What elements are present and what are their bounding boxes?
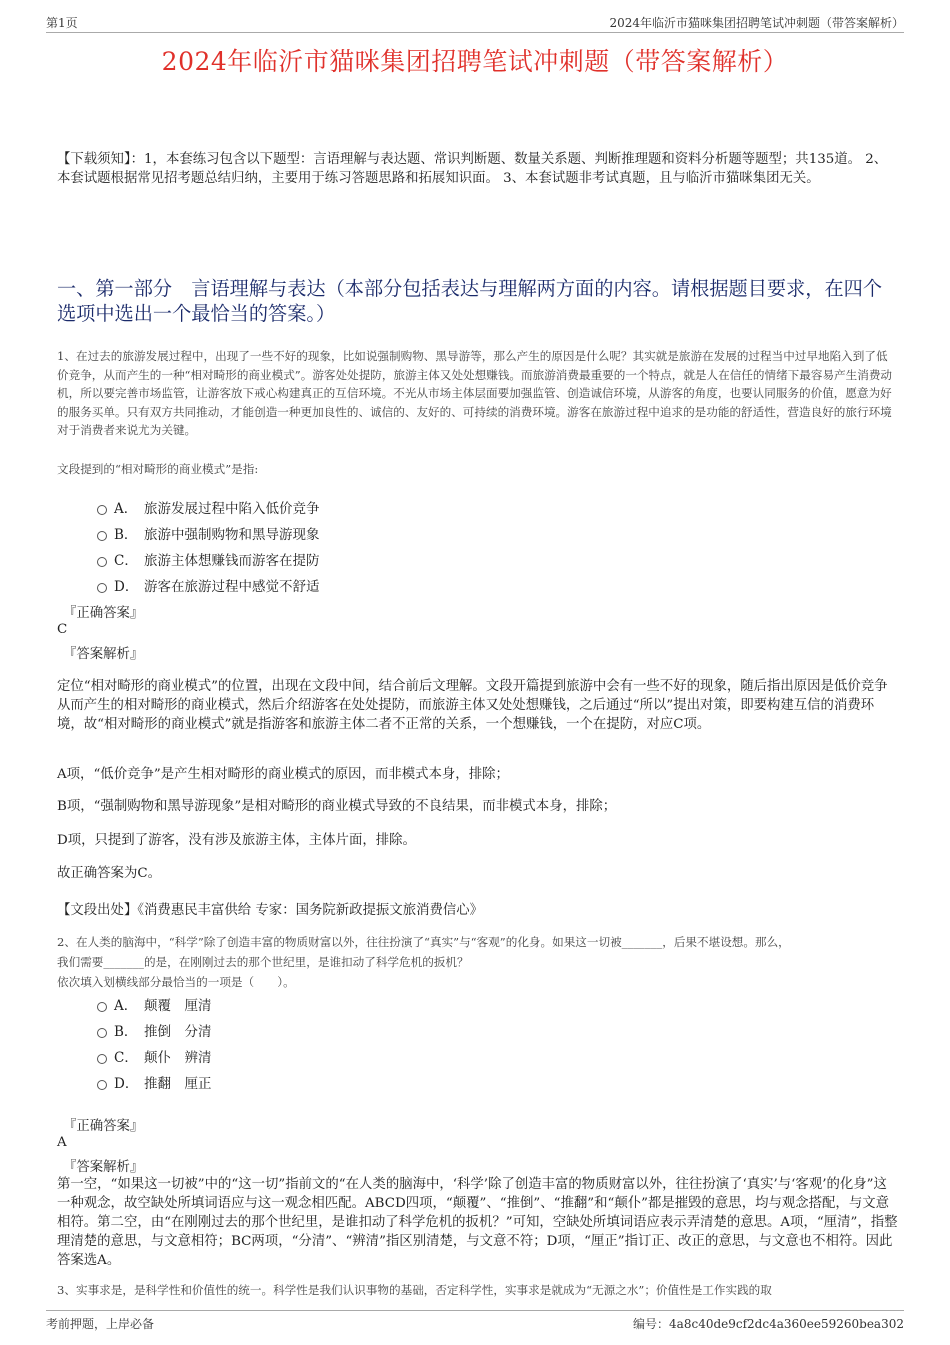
- question-2-line-2: 我们需要_______的是，在刚刚过去的那个世纪里，是谁扣动了科学危机的扳机？: [57, 955, 469, 969]
- question-1-analysis-a: A项，“低价竞争”是产生相对畸形的商业模式的原因，而非模式本身，排除；: [57, 767, 509, 782]
- question-2-answer: A: [57, 1135, 67, 1150]
- page-footer: [46, 1310, 904, 1333]
- question-1-answer: C: [57, 622, 68, 637]
- page-number: 第1页: [46, 16, 78, 30]
- download-notice: 【下载须知】：1，本套练习包含以下题型：言语理解与表达题、常识判断题、数量关系题、判断推理题和资料分析题等题型；共135道。 2、本套试题根据常见招考题总结归纳，主要用于练习答题思路和拓展知识面。 3、本套试题非考试真题，且与临沂市猫咪集团无关。: [57, 152, 888, 186]
- question-1-analysis-main: 定位“相对畸形的商业模式”的位置，出现在文段中间，结合前后文理解。文段开篇提到旅游中会有一些不好的现象，随后指出原因是低价竞争从而产生的相对畸形的商业模式，然后介绍游客在处处提防，而旅游主体又处处想赚钱，之后通过“所以”提出对策，即要构建互信的消费环境，故“相对畸形的商业模式”就是指游客和旅游主体二者不正常的关系，一个想赚钱，一个在提防，对应C项。: [57, 679, 888, 732]
- question-2-option-d[interactable]: D． 推翻 厘正: [97, 1069, 597, 1095]
- radio-icon[interactable]: [97, 1054, 107, 1064]
- question-3-text: 3、实事求是，是科学性和价值性的统一。科学性是我们认识事物的基础，否定科学性，实事求是就成为“无源之水”；价值性是工作实践的取: [57, 1283, 772, 1297]
- question-1-prompt: 文段提到的“相对畸形的商业模式”是指:: [57, 462, 259, 476]
- page-title: 2024年临沂市猫咪集团招聘笔试冲刺题（带答案解析）: [161, 47, 789, 76]
- question-1-option-d[interactable]: D． 游客在旅游过程中感觉不舒适: [97, 572, 597, 598]
- footer-slogan: 考前押题，上岸必备: [46, 1317, 155, 1331]
- question-2-analysis-label: 『答案解析』: [63, 1160, 144, 1175]
- radio-icon[interactable]: [97, 583, 107, 593]
- footer-doc-id: 编号：4a8c40de9cf2dc4a360ee59260bea302: [633, 1317, 904, 1331]
- question-1-source: 【文段出处】《消费惠民丰富供给 专家：国务院新政提振文旅消费信心》: [57, 903, 484, 918]
- page-header: [46, 12, 904, 33]
- question-2-line-1: 2、在人类的脑海中，“科学”除了创造丰富的物质财富以外，往往扮演了“真实”与“客观”的化身。如果这一切被_______，后果不堪设想。那么，: [57, 935, 790, 949]
- question-1-answer-label: 『正确答案』: [63, 606, 144, 621]
- question-2-option-c[interactable]: C． 颠仆 辨清: [97, 1043, 597, 1069]
- question-1-options: [97, 494, 597, 598]
- question-1-analysis-label: 『答案解析』: [63, 647, 144, 662]
- radio-icon[interactable]: [97, 505, 107, 515]
- section-heading: 一、第一部分 言语理解与表达（本部分包括表达与理解两方面的内容。请根据题目要求，在四个选项中选出一个最恰当的答案。）: [57, 277, 883, 325]
- question-2-prompt: 依次填入划横线部分最恰当的一项是（ ）。: [57, 975, 295, 989]
- header-doc-title: 2024年临沂市猫咪集团招聘笔试冲刺题（带答案解析）: [609, 16, 904, 30]
- radio-icon[interactable]: [97, 531, 107, 541]
- question-1-analysis-b: B项，“强制购物和黑导游现象”是相对畸形的商业模式导致的不良结果，而非模式本身，排除；: [57, 799, 617, 814]
- radio-icon[interactable]: [97, 1028, 107, 1038]
- question-1-option-c[interactable]: C． 旅游主体想赚钱而游客在提防: [97, 546, 597, 572]
- question-2-option-a[interactable]: A． 颠覆 厘清: [97, 991, 597, 1017]
- radio-icon[interactable]: [97, 1080, 107, 1090]
- radio-icon[interactable]: [97, 1002, 107, 1012]
- radio-icon[interactable]: [97, 557, 107, 567]
- question-1-option-a[interactable]: A． 旅游发展过程中陷入低价竞争: [97, 494, 597, 520]
- question-1-analysis-d: D项，只提到了游客，没有涉及旅游主体，主体片面，排除。: [57, 833, 416, 848]
- question-1-option-b[interactable]: B． 旅游中强制购物和黑导游现象: [97, 520, 597, 546]
- question-2-options: [97, 991, 597, 1095]
- question-1-text: 1、在过去的旅游发展过程中，出现了一些不好的现象，比如说强制购物、黑导游等，那么产生的原因是什么呢？其实就是旅游在发展的过程当中过早地陷入到了低价竞争，从而产生的一种“相对畸形的商业模式”。游客处处提防，旅游主体又处处想赚钱。而旅游消费最重要的一个特点，就是人在信任的情绪下最容易产生消费动机，所以要完善市场监管，让游客放下戒心构建真正的互信环境。不光从市场主体层面要加强监管、创造诚信环境，从游客的角度，也要认同服务的价值，愿意为好的服务买单。只有双方共同推动，才能创造一种更加良性的、诚信的、友好的、可持续的消费环境。游客在旅游过程中追求的是功能的舒适性，营造良好的旅行环境对于消费者来说尤为关键。: [57, 349, 893, 437]
- question-2-option-b[interactable]: B． 推倒 分清: [97, 1017, 597, 1043]
- question-2-answer-label: 『正确答案』: [63, 1119, 144, 1134]
- question-2-analysis: 第一空，“如果这一切被”中的“这一切”指前文的“在人类的脑海中，‘科学’除了创造丰富的物质财富以外，往往扮演了‘真实’与‘客观’的化身”这一种观念，故空缺处所填词语应与这一观念相匹配。ABCD四项，“颠覆”、“推倒”、“推翻”和“颠仆”都是摧毁的意思，均与观念搭配，与文意相符。第二空，由“在刚刚过去的那个世纪里，是谁扣动了科学危机的扳机？”可知，空缺处所填词语应表示弄清楚的意思。A项，“厘清”，指整理清楚的意思，与文意相符；BC两项，“分清”、“辨清”指区别清楚，与文意不符；D项，“厘正”指订正、改正的意思，与文意也不相符。因此答案选A。: [57, 1177, 898, 1268]
- question-1-analysis-conclusion: 故正确答案为C。: [57, 866, 161, 881]
